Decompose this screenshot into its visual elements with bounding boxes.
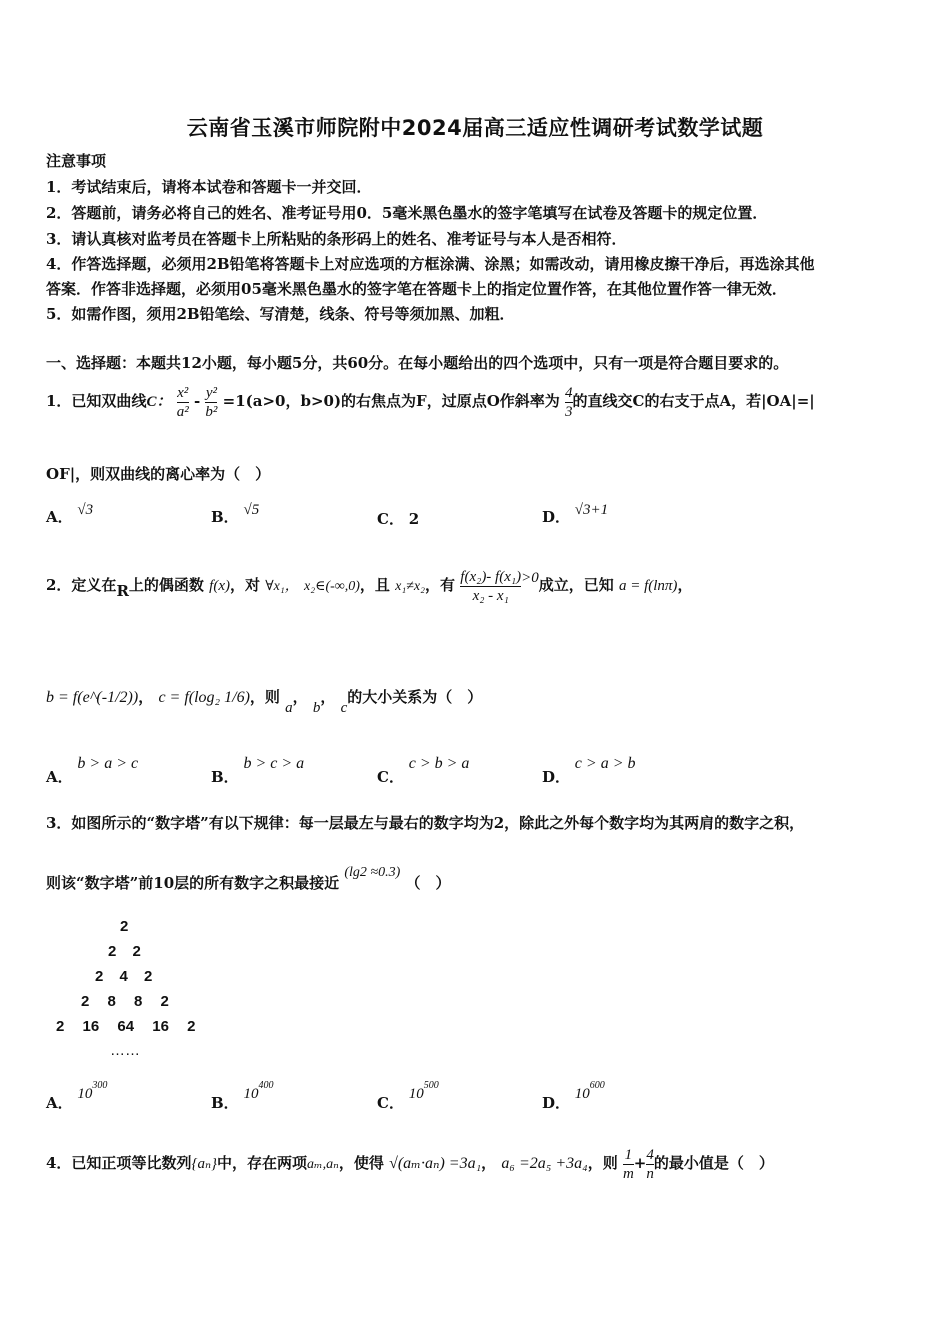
q1-frac1-den: a² (176, 403, 189, 420)
tower-cell: 2 (95, 968, 104, 985)
q2-domain: x₂∈(-∞,0) (304, 579, 360, 594)
q3-option-b[interactable] (211, 1080, 274, 1112)
tower-cell: 2 (160, 993, 169, 1010)
question-2-line-2: b = f(e^(-1/2))， c = f(log₂ 1/6)，则 a， b， c的大小关系为（ ） (46, 688, 483, 716)
q4-sequence: {aₙ} (191, 1156, 218, 1172)
q1-fraction-x (177, 384, 189, 421)
q2-var-b: b (312, 700, 321, 716)
option-label: C． (377, 768, 404, 786)
q2-text-5: 成立，已知 (538, 576, 614, 594)
option-value: √3+1 (574, 502, 609, 518)
q3-option-c[interactable] (377, 1080, 439, 1112)
option-base: 10 (77, 1086, 93, 1102)
option-label: C． (377, 510, 404, 528)
q4-text-4: 的最小值是（ ） (653, 1154, 774, 1172)
option-label: D． (542, 768, 571, 786)
q4-f1-num: 1 (624, 1146, 633, 1163)
tower-ellipsis: …… (110, 1042, 140, 1059)
q4-separator: ， (481, 1154, 497, 1172)
q1-prefix: 1．已知双曲线 (46, 392, 147, 410)
q4-fraction-2 (646, 1146, 654, 1183)
tower-cell: 16 (152, 1018, 169, 1035)
question-3-line-1: 3．如图所示的“数字塔”有以下规律：每一层最左与最右的数字均为2，除此之外每个数字均为其两肩的数字之积， (46, 814, 805, 832)
q2-option-c[interactable] (377, 752, 470, 786)
option-value: c > b > a (408, 755, 470, 772)
q1-frac2-den: b² (205, 403, 218, 420)
question-1-line-2: OF|，则双曲线的离心率为（ ） (46, 465, 271, 483)
q2-c-definition: c = f(log₂ 1/6) (158, 689, 250, 706)
option-exponent: 300 (92, 1080, 108, 1091)
question-2-line-1 (46, 560, 692, 612)
q2-comma: ， (138, 688, 154, 706)
option-label: B． (211, 768, 239, 786)
option-exponent: 400 (258, 1080, 274, 1091)
q3-hint: (lg2 ≈0.3) (344, 865, 401, 880)
tower-cell: 2 (120, 918, 129, 935)
q4-f2-num: 4 (646, 1146, 654, 1163)
tower-cell: 2 (81, 993, 90, 1010)
option-label: A． (46, 508, 73, 526)
q2-text-7: 的大小关系为（ ） (347, 688, 483, 706)
q1-frac1-num: x² (177, 384, 189, 401)
q2-comma: ， (677, 576, 693, 594)
q1-slope-num: 4 (565, 384, 573, 401)
option-label: C． (377, 1094, 404, 1112)
q2-gt-zero: >0 (521, 570, 539, 586)
page-title: 云南省玉溪市师院附中2024届高三适应性调研考试数学试题 (186, 116, 764, 140)
q3-text: 则该“数字塔”前10层的所有数字之积最接近 (46, 874, 340, 892)
option-value: √3 (77, 502, 94, 518)
option-value: c > a > b (574, 755, 636, 772)
q2-b-definition: b = f(e^(-1/2)) (46, 689, 139, 706)
q4-f2-den: n (646, 1165, 654, 1182)
q2-neq: x₁≠x₂ (395, 579, 426, 594)
q1-slope-fraction (565, 384, 573, 421)
option-value: 2 (408, 510, 420, 528)
q4-terms: aₘ,aₙ (307, 1157, 339, 1172)
q2-text-1: 上的偶函数 (128, 576, 204, 594)
option-label: A． (46, 1094, 73, 1112)
tower-cell: 8 (107, 993, 116, 1010)
q2-prefix: 2．定义在 (46, 576, 117, 594)
q1-curve-label: C： (146, 394, 172, 410)
tower-cell: 2 (187, 1018, 196, 1035)
q2-text-4: ，有 (425, 576, 456, 594)
q3-option-d[interactable] (542, 1080, 605, 1112)
q1-option-c[interactable] (377, 508, 419, 529)
q1-fraction-y (205, 384, 217, 421)
option-label: D． (542, 1094, 571, 1112)
notice-item-5: 5．如需作图，须用2B铅笔绘、写清楚，线条、符号等须加黑、加粗． (46, 305, 515, 323)
q4-f1-den: m (622, 1165, 634, 1182)
q2-var-c: c (340, 700, 348, 716)
option-label: D． (542, 508, 571, 526)
q1-option-a[interactable] (46, 502, 94, 527)
option-base: 10 (574, 1086, 590, 1102)
q2-option-a[interactable] (46, 752, 139, 786)
q4-text-2: ，使得 (338, 1154, 384, 1172)
q4-plus: + (633, 1154, 647, 1172)
q2-option-b[interactable] (211, 752, 305, 786)
tower-row-1 (120, 918, 128, 935)
q2-real-set: R (116, 582, 129, 600)
question-4-line-1 (46, 1140, 774, 1188)
tower-cell: 2 (144, 968, 153, 985)
q4-fraction-1 (623, 1146, 634, 1183)
tower-cell: 4 (119, 968, 128, 985)
q2-frac-num: f(x₂)- f(x₁) (460, 568, 522, 585)
tower-cell: 2 (56, 1018, 65, 1035)
q2-forall: ∀x₁， (265, 579, 299, 594)
notice-item-4-cont: 答案．作答非选择题，必须用05毫米黑色墨水的签字笔在答题卡上的指定位置作答，在其他位置作答一律无效． (46, 280, 787, 298)
q3-option-a[interactable] (46, 1080, 108, 1112)
q3-end: （ ） (405, 874, 451, 892)
tower-cell: 2 (108, 943, 117, 960)
tower-row-2 (108, 943, 141, 960)
option-label: B． (211, 1094, 239, 1112)
q1-option-d[interactable] (542, 502, 609, 527)
option-base: 10 (408, 1086, 424, 1102)
q2-difference-quotient (460, 568, 521, 605)
q1-frac2-num: y² (205, 384, 217, 401)
q1-middle-text: =1(a>0，b>0)的右焦点为F，过原点O作斜率为 (222, 392, 560, 410)
option-value: b > c > a (243, 755, 305, 772)
question-3-line-2 (46, 865, 451, 893)
q4-condition-1: √(aₘ·aₙ) =3a₁ (389, 1155, 482, 1172)
q2-text-2: ，对 (229, 576, 260, 594)
q1-post-text: 的直线交C的右支于点A，若|OA|=| (572, 392, 815, 410)
notice-item-3: 3．请认真核对监考员在答题卡上所粘贴的条形码上的姓名、准考证号与本人是否相符． (46, 230, 627, 248)
q4-text-1: 中，存在两项 (217, 1154, 308, 1172)
q1-option-b[interactable] (211, 502, 260, 527)
notice-item-2: 2．答题前，请务必将自己的姓名、准考证号用0．5毫米黑色墨水的签字笔填写在试卷及答题卡的规定位置． (46, 204, 768, 222)
q2-frac-den: x₂ - x₁ (472, 587, 509, 604)
tower-row-4 (81, 993, 169, 1010)
q4-condition-2: a₆ =2a₅ +3a₄ (501, 1155, 588, 1172)
option-base: 10 (243, 1086, 259, 1102)
tower-cell: 64 (117, 1018, 135, 1035)
tower-cell: 2 (132, 943, 141, 960)
tower-row-5 (56, 1018, 195, 1035)
section-heading: 一、选择题：本题共12小题，每小题5分，共60分。在每小题给出的四个选项中，只有一项是符合题目要求的。 (46, 354, 789, 372)
option-exponent: 600 (589, 1080, 605, 1091)
option-value: b > a > c (77, 755, 139, 772)
q1-slope-den: 3 (565, 403, 573, 420)
option-exponent: 500 (423, 1080, 439, 1091)
question-1-line-1 (46, 378, 815, 425)
tower-cell: 16 (82, 1018, 100, 1035)
q2-text-6: ，则 (249, 688, 280, 706)
q2-text-3: ，且 (359, 576, 390, 594)
option-label: A． (46, 768, 73, 786)
q2-function: f(x) (209, 578, 230, 594)
q2-a-definition: a = f(lnπ) (618, 578, 678, 594)
option-label: B． (211, 508, 239, 526)
tower-row-3 (95, 968, 152, 985)
q4-text-3: ，则 (587, 1154, 618, 1172)
q1-minus: - (193, 392, 201, 410)
notice-item-1: 1．考试结束后，请将本试卷和答题卡一并交回． (46, 178, 372, 196)
notice-item-4: 4．作答选择题，必须用2B铅笔将答题卡上对应选项的方框涂满、涂黑；如需改动，请用橡皮擦干净后，再选涂其他 (46, 255, 815, 273)
tower-cell: 8 (134, 993, 143, 1010)
q4-prefix: 4．已知正项等比数列 (46, 1154, 192, 1172)
notice-heading: 注意事项 (46, 152, 107, 170)
q2-var-a: a (285, 700, 293, 716)
option-value: √5 (243, 502, 260, 518)
q2-option-d[interactable] (542, 752, 636, 786)
